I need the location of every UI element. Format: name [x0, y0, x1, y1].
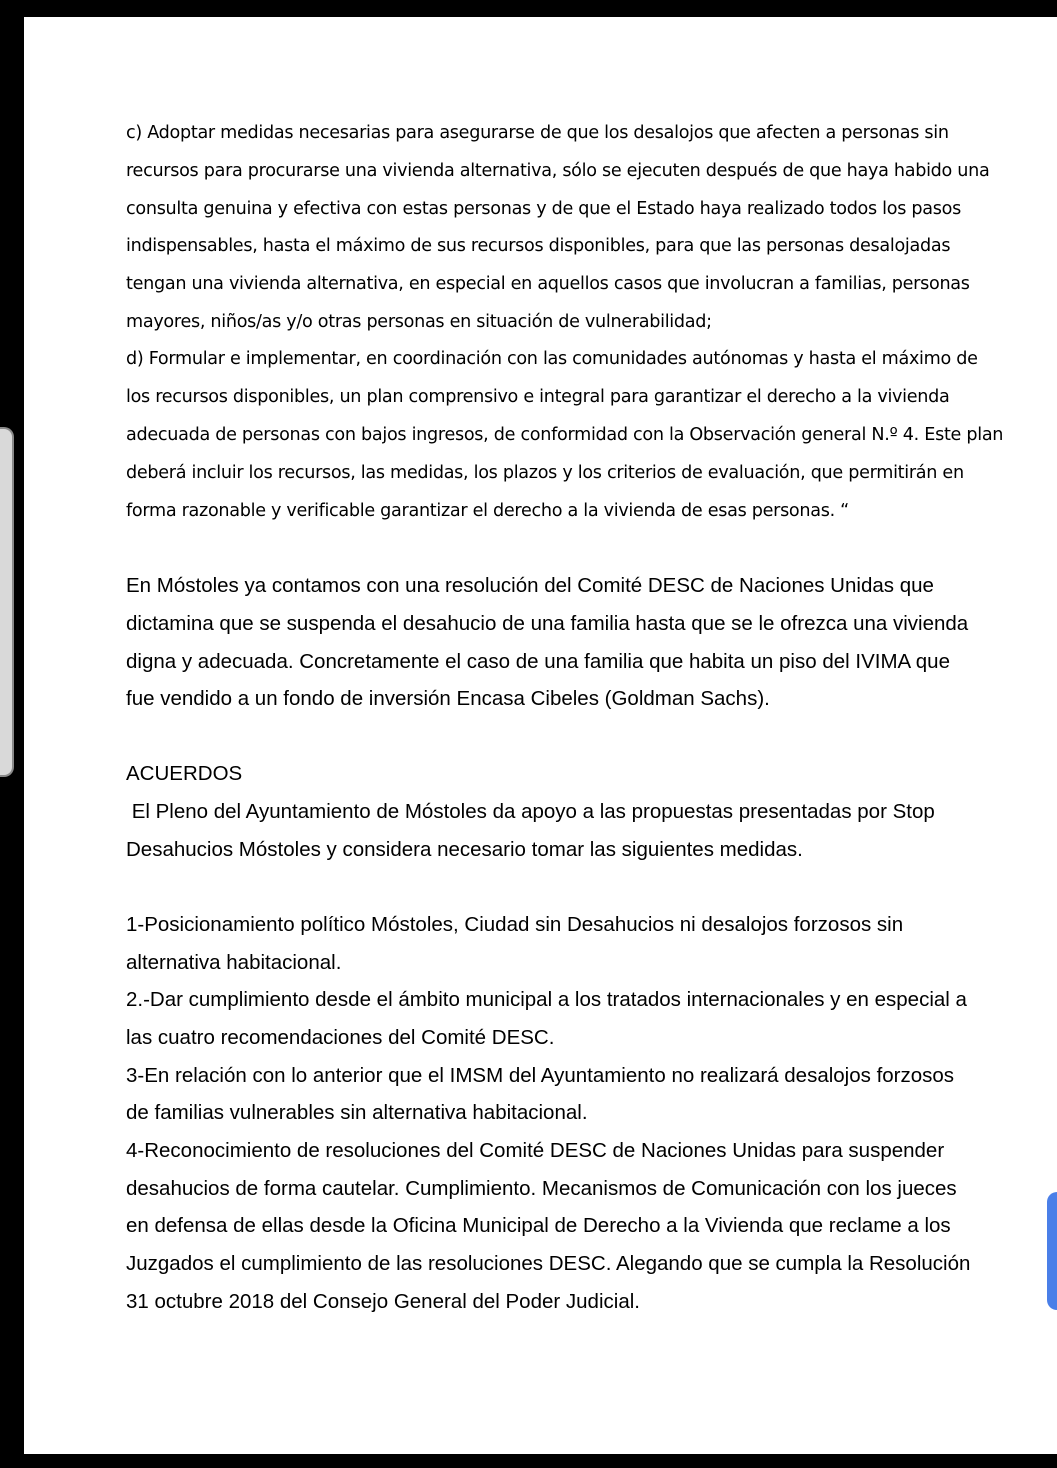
text-line: las cuatro recomendaciones del Comité DESC.: [126, 1026, 555, 1049]
text-line: adecuada de personas con bajos ingresos, de conformidad con la Observación general N.º 4. Este plan: [126, 425, 1004, 445]
text-line: 4-Reconocimiento de resoluciones del Comité DESC de Naciones Unidas para suspender: [126, 1139, 945, 1162]
text-line: desahucios de forma cautelar. Cumplimiento. Mecanismos de Comunicación con los jueces: [126, 1177, 957, 1200]
text-line: 2.-Dar cumplimiento desde el ámbito municipal a los tratados internacionales y en especial a: [126, 988, 967, 1011]
scroll-indicator[interactable]: [1047, 1192, 1057, 1310]
text-line: digna y adecuada. Concretamente el caso de una familia que habita un piso del IVIMA que: [126, 650, 950, 673]
text-line: de familias vulnerables sin alternativa habitacional.: [126, 1101, 588, 1124]
acuerdos-heading: ACUERDOS: [126, 762, 243, 785]
side-panel-handle[interactable]: [0, 427, 14, 777]
text-line: mayores, niños/as y/o otras personas en situación de vulnerabilidad;: [126, 312, 712, 332]
text-line: fue vendido a un fondo de inversión Encasa Cibeles (Goldman Sachs).: [126, 687, 770, 710]
text-line: 3-En relación con lo anterior que el IMSM del Ayuntamiento no realizará desalojos forzosos: [126, 1064, 955, 1087]
text-line: tengan una vivienda alternativa, en especial en aquellos casos que involucran a familias, personas: [126, 274, 970, 294]
text-line: Desahucios Móstoles y considera necesario tomar las siguientes medidas.: [126, 838, 803, 861]
text-line: En Móstoles ya contamos con una resolución del Comité DESC de Naciones Unidas que: [126, 574, 934, 597]
text-line: Juzgados el cumplimiento de las resoluciones DESC. Alegando que se cumpla la Resolución: [126, 1252, 971, 1275]
text-line: 1-Posicionamiento político Móstoles, Ciudad sin Desahucios ni desalojos forzosos sin: [126, 913, 904, 936]
text-line: en defensa de ellas desde la Oficina Municipal de Derecho a la Vivienda que reclame a los: [126, 1214, 951, 1237]
text-line: recursos para procurarse una vivienda alternativa, sólo se ejecuten después de que haya habido una: [126, 161, 990, 181]
text-line: El Pleno del Ayuntamiento de Móstoles da apoyo a las propuestas presentadas por Stop: [126, 800, 935, 823]
text-line: 31 octubre 2018 del Consejo General del Poder Judicial.: [126, 1290, 640, 1313]
text-line: forma razonable y verificable garantizar el derecho a la vivienda de esas personas. “: [126, 501, 849, 521]
text-line: los recursos disponibles, un plan comprensivo e integral para garantizar el derecho a la vivienda: [126, 387, 950, 407]
text-line: indispensables, hasta el máximo de sus recursos disponibles, para que las personas desalojadas: [126, 236, 951, 256]
text-line: d) Formular e implementar, en coordinación con las comunidades autónomas y hasta el máximo de: [126, 349, 978, 369]
text-line: c) Adoptar medidas necesarias para asegurarse de que los desalojos que afecten a personas sin: [126, 123, 949, 143]
text-line: dictamina que se suspenda el desahucio de una familia hasta que se le ofrezca una vivienda: [126, 612, 969, 635]
text-line: consulta genuina y efectiva con estas personas y de que el Estado haya realizado todos los pasos: [126, 199, 961, 219]
text-line: alternativa habitacional.: [126, 951, 342, 974]
text-line: deberá incluir los recursos, las medidas, los plazos y los criterios de evaluación, que permitirán en: [126, 463, 964, 483]
document-page: [24, 17, 1057, 1454]
